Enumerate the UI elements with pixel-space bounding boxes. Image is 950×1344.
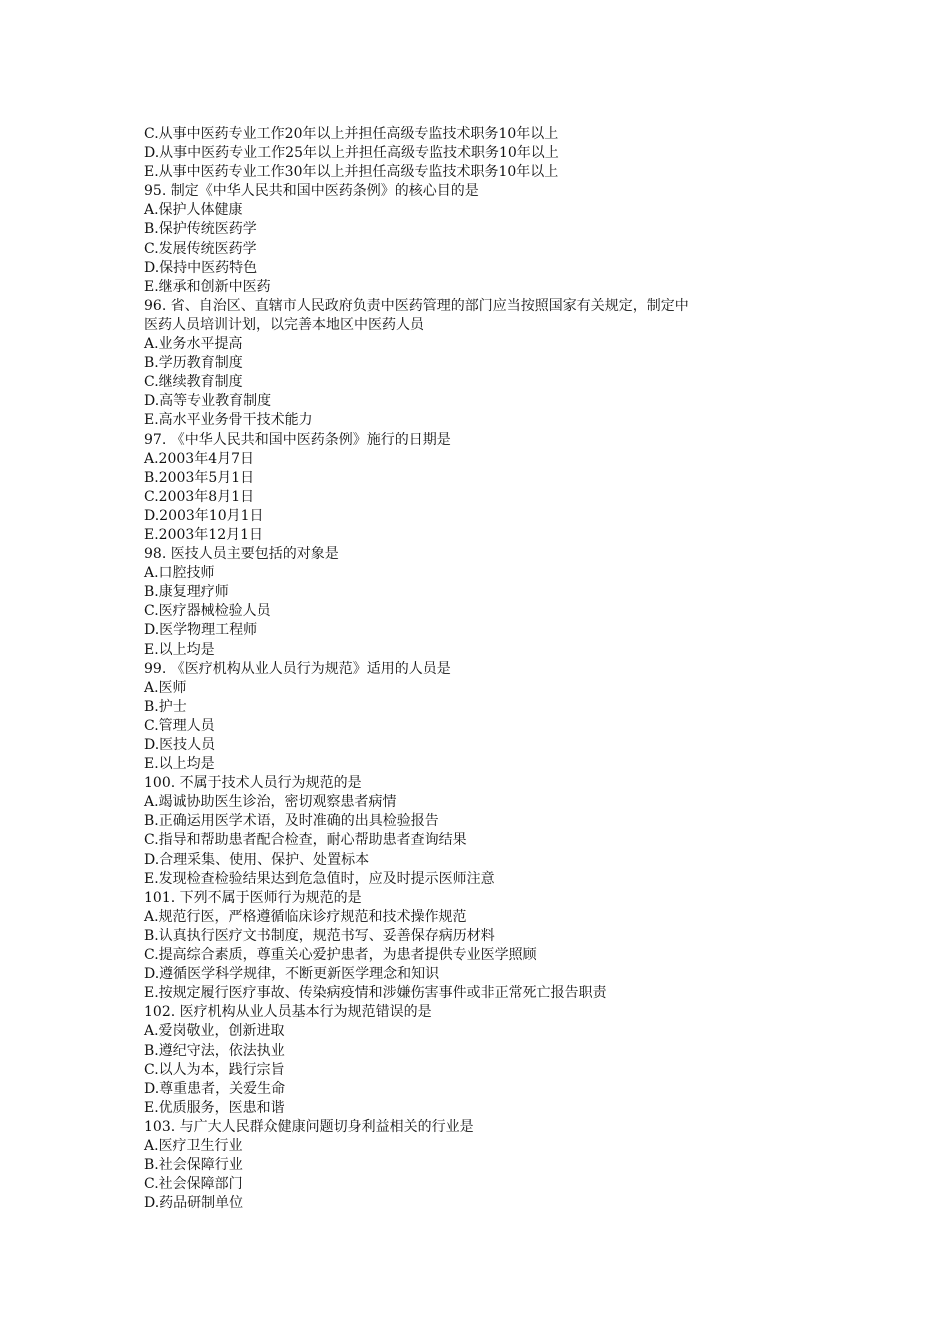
option-line: B.正确运用医学术语，及时准确的出具检验报告 xyxy=(144,813,439,830)
option-line: C.提高综合素质，尊重关心爱护患者，为患者提供专业医学照顾 xyxy=(144,947,537,964)
option-line: C.继续教育制度 xyxy=(144,374,243,391)
question-line: 95. 制定《中华人民共和国中医药条例》的核心目的是 xyxy=(144,183,479,200)
question-continuation-line: 医药人员培训计划，以完善本地区中医药人员 xyxy=(144,316,424,333)
option-line: B.遵纪守法，依法执业 xyxy=(144,1042,285,1059)
option-line: E.以上均是 xyxy=(144,641,215,658)
option-line: D.遵循医学科学规律，不断更新医学理念和知识 xyxy=(144,966,440,983)
option-line: E.按规定履行医疗事故、传染病疫情和涉嫌伤害事件或非正常死亡报告职责 xyxy=(144,985,607,1002)
option-line: D.医学物理工程师 xyxy=(144,622,258,639)
option-line: E.从事中医药专业工作30年以上并担任高级专监技术职务10年以上 xyxy=(144,164,559,181)
option-line: E.继承和创新中医药 xyxy=(144,278,271,295)
option-line: A.爱岗敬业，创新进取 xyxy=(144,1023,285,1040)
option-line: C.从事中医药专业工作20年以上并担任高级专监技术职务10年以上 xyxy=(144,126,559,142)
option-line: C.2003年8月1日 xyxy=(144,488,255,505)
option-line: B.护士 xyxy=(144,698,187,715)
option-line: E.发现检查检验结果达到危急值时，应及时提示医师注意 xyxy=(144,870,495,887)
option-line: A.业务水平提高 xyxy=(144,336,243,353)
option-line: D.高等专业教育制度 xyxy=(144,393,272,410)
option-line: D.保持中医药特色 xyxy=(144,259,258,276)
option-line: B.保护传统医药学 xyxy=(144,221,257,238)
option-line: D.从事中医药专业工作25年以上并担任高级专监技术职务10年以上 xyxy=(144,145,559,162)
question-line: 97. 《中华人民共和国中医药条例》施行的日期是 xyxy=(144,431,451,448)
option-line: C.社会保障部门 xyxy=(144,1176,243,1193)
option-line: D.2003年10月1日 xyxy=(144,507,264,524)
option-line: A.医疗卫生行业 xyxy=(144,1137,243,1154)
option-line: B.康复理疗师 xyxy=(144,584,229,601)
question-line: 103. 与广大人民群众健康问题切身利益相关的行业是 xyxy=(144,1118,474,1135)
option-line: B.2003年5月1日 xyxy=(144,469,255,486)
question-line: 101. 下列不属于医师行为规范的是 xyxy=(144,889,362,906)
option-line: B.学历教育制度 xyxy=(144,355,243,372)
option-line: E.以上均是 xyxy=(144,756,215,773)
option-line: B.社会保障行业 xyxy=(144,1157,243,1174)
option-line: A.规范行医，严格遵循临床诊疗规范和技术操作规范 xyxy=(144,908,467,925)
option-line: A.医师 xyxy=(144,679,187,696)
option-line: A.2003年4月7日 xyxy=(144,450,255,467)
question-line: 96. 省、自治区、直辖市人民政府负责中医药管理的部门应当按照国家有关规定，制定中 xyxy=(144,297,689,314)
option-line: C.以人为本，践行宗旨 xyxy=(144,1061,285,1078)
option-line: A.口腔技师 xyxy=(144,565,215,582)
option-line: C.医疗器械检验人员 xyxy=(144,603,271,620)
option-line: E.2003年12月1日 xyxy=(144,526,264,543)
question-line: 102. 医疗机构从业人员基本行为规范错误的是 xyxy=(144,1004,432,1021)
option-line: C.管理人员 xyxy=(144,717,215,734)
question-line: 100. 不属于技术人员行为规范的是 xyxy=(144,775,362,792)
option-line: D.医技人员 xyxy=(144,737,216,753)
document-body xyxy=(144,125,824,1213)
option-line: C.发展传统医药学 xyxy=(144,240,257,257)
option-line: A.保护人体健康 xyxy=(144,202,243,219)
option-line: D.尊重患者，关爱生命 xyxy=(144,1080,286,1097)
question-line: 98. 医技人员主要包括的对象是 xyxy=(144,546,339,563)
option-line: E.优质服务，医患和谐 xyxy=(144,1099,285,1116)
option-line: D.药品研制单位 xyxy=(144,1195,244,1212)
question-line: 99. 《医疗机构从业人员行为规范》适用的人员是 xyxy=(144,660,451,677)
option-line: C.指导和帮助患者配合检查，耐心帮助患者查询结果 xyxy=(144,832,467,849)
option-line: E.高水平业务骨干技术能力 xyxy=(144,412,313,429)
option-line: D.合理采集、使用、保护、处置标本 xyxy=(144,851,370,868)
option-line: B.认真执行医疗文书制度，规范书写、妥善保存病历材料 xyxy=(144,927,495,944)
option-line: A.竭诚协助医生诊治，密切观察患者病情 xyxy=(144,794,397,811)
